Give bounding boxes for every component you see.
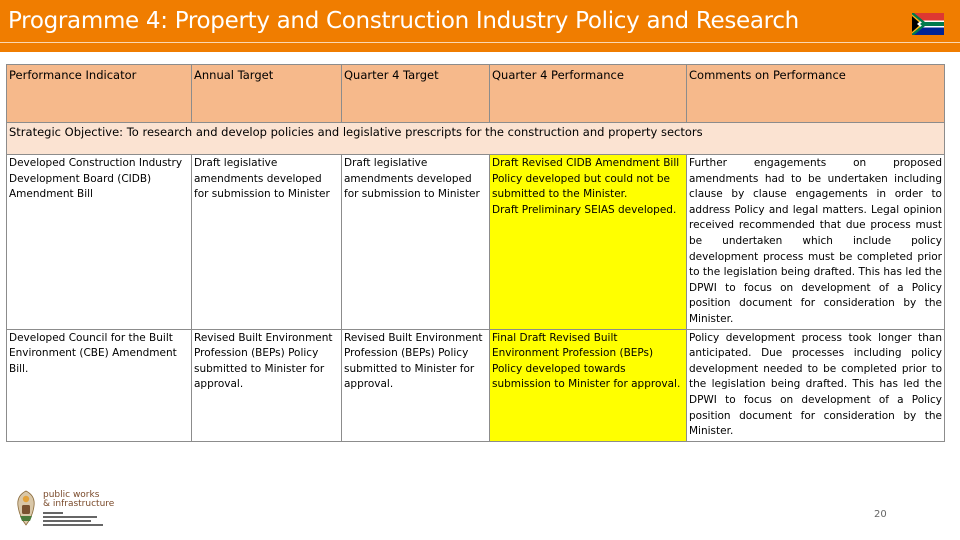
title-divider (0, 42, 960, 43)
page-title: Programme 4: Property and Construction Industry Policy and Research (8, 8, 799, 34)
comments-cell: Policy development process took longer than anticipated. Due processes including policy development needed to be completed prior to the legislation being drafted. This has led the DPWI to focus on development of a Policy position document for consideration by the Minister. (687, 329, 945, 441)
table-header-row (7, 65, 945, 123)
q4-performance-cell (490, 329, 687, 441)
column-header: Performance Indicator (7, 65, 192, 123)
page-number: 20 (874, 509, 887, 520)
department-logo (14, 490, 115, 528)
column-header: Quarter 4 Performance (490, 65, 687, 123)
logo-text: public works & infrastructure (43, 490, 115, 509)
indicator-cell: Developed Council for the Built Environment (CBE) Amendment Bill. (7, 329, 192, 441)
coat-of-arms-icon (14, 490, 38, 526)
table-row (7, 155, 945, 330)
table-row (7, 329, 945, 441)
south-africa-flag-icon (912, 13, 944, 35)
q4-performance-extra: Draft Preliminary SEIAS developed. (492, 203, 677, 216)
column-header: Comments on Performance (687, 65, 945, 123)
column-header: Annual Target (192, 65, 342, 123)
strategic-objective: Strategic Objective: To research and develop policies and legislative prescripts for the construction and property sectors (7, 123, 945, 155)
q4-performance-text: Draft Revised CIDB Amendment Bill Policy developed but could not be submitted to the Minister. (492, 157, 680, 201)
q4-target-cell: Draft legislative amendments developed for submission to Minister (342, 155, 490, 330)
q4-performance-cell (490, 155, 687, 330)
annual-target-cell: Revised Built Environment Profession (BEPs) Policy submitted to Minister for approval. (192, 329, 342, 441)
indicator-cell: Developed Construction Industry Development Board (CIDB) Amendment Bill (7, 155, 192, 330)
comments-cell: Further engagements on proposed amendments had to be undertaken including clause by clause engagements in order to address Policy and legal matters. Legal opinion received recommended that due process must be undertaken which include policy development process must be completed prior to the legislation being drafted. This has led the DPWI to focus on development of a Policy position document for consideration by the Minister. (687, 155, 945, 330)
q4-target-cell: Revised Built Environment Profession (BEPs) Policy submitted to Minister for approval. (342, 329, 490, 441)
column-header: Quarter 4 Target (342, 65, 490, 123)
performance-table (6, 64, 945, 442)
annual-target-cell: Draft legislative amendments developed for submission to Minister (192, 155, 342, 330)
logo-subtext-lines (43, 512, 103, 528)
strategic-objective-row (7, 123, 945, 155)
q4-performance-text: Final Draft Revised Built Environment Profession (BEPs) Policy developed towards submission to Minister for approval. (492, 331, 681, 391)
title-bar (0, 0, 960, 52)
